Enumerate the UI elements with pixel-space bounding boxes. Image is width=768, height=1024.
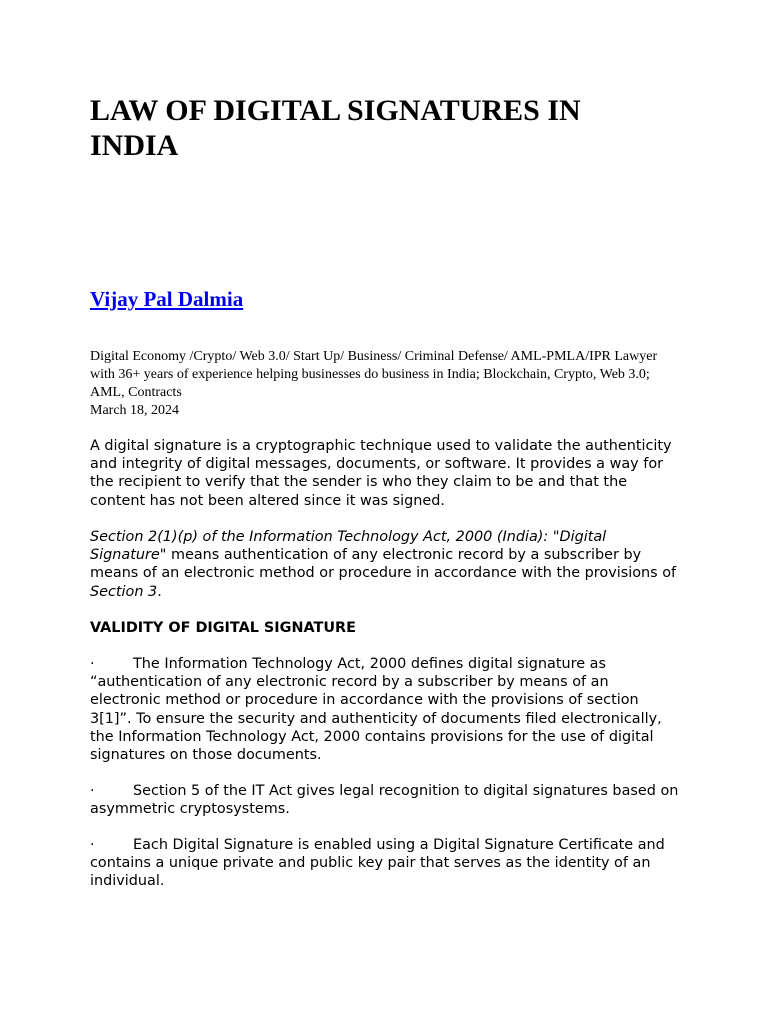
document-title: LAW OF DIGITAL SIGNATURES IN INDIA	[90, 94, 581, 162]
bullet-text: Section 5 of the IT Act gives legal recognition to digital signatures based on asymmetric cryptosystems.	[90, 783, 679, 818]
bullet-item	[90, 782, 680, 818]
publish-date: March 18, 2024	[90, 403, 180, 418]
author-bio: Digital Economy /Crypto/ Web 3.0/ Start Up/ Business/ Criminal Defense/ AML-PMLA/IPR Lawyer with 36+ years of experience helping businesses do business in India; Blockchain, Crypto, Web 3.0; AML, Contracts	[90, 349, 658, 400]
bullet-symbol: ·	[90, 837, 95, 853]
definition-quote-open: "	[548, 529, 560, 545]
bullet-text: Each Digital Signature is enabled using a Digital Signature Certificate and contains a unique private and public key pair that serves as the identity of an individual.	[90, 837, 665, 890]
bullet-text: The Information Technology Act, 2000 defines digital signature as “authentication of any electronic record by a subscriber by means of an electronic method or procedure in accordance with the provisions of section 3[1]”. To ensure the security and authenticity of documents filed electronically, the Information Technology Act, 2000 contains provisions for the use of digital signatures on those documents.	[90, 656, 662, 764]
section-heading: VALIDITY OF DIGITAL SIGNATURE	[90, 620, 356, 636]
definition-text: " means authentication of any electronic record by a subscriber by means of an electronic method or procedure in accordance with the provisions of	[90, 547, 677, 582]
definition-section-ref: Section 2(1)(p) of the Information Technology Act, 2000 (India):	[90, 529, 549, 545]
bullet-item	[90, 655, 680, 764]
definition-paragraph	[90, 528, 680, 601]
bullet-symbol: ·	[90, 783, 95, 799]
bullet-item	[90, 836, 680, 891]
definition-end: .	[157, 583, 162, 600]
intro-paragraph: A digital signature is a cryptographic technique used to validate the authenticity and integrity of digital messages, documents, or software. It provides a way for the recipient to verify that the sender is who they claim to be and that the content has not been altered since it was signed.	[90, 438, 672, 509]
definition-term: Digital Signature	[90, 529, 607, 564]
definition-section-link: Section 3	[90, 583, 158, 600]
bullet-symbol: ·	[90, 656, 95, 672]
author-link[interactable]: Vijay Pal Dalmia	[90, 287, 244, 311]
